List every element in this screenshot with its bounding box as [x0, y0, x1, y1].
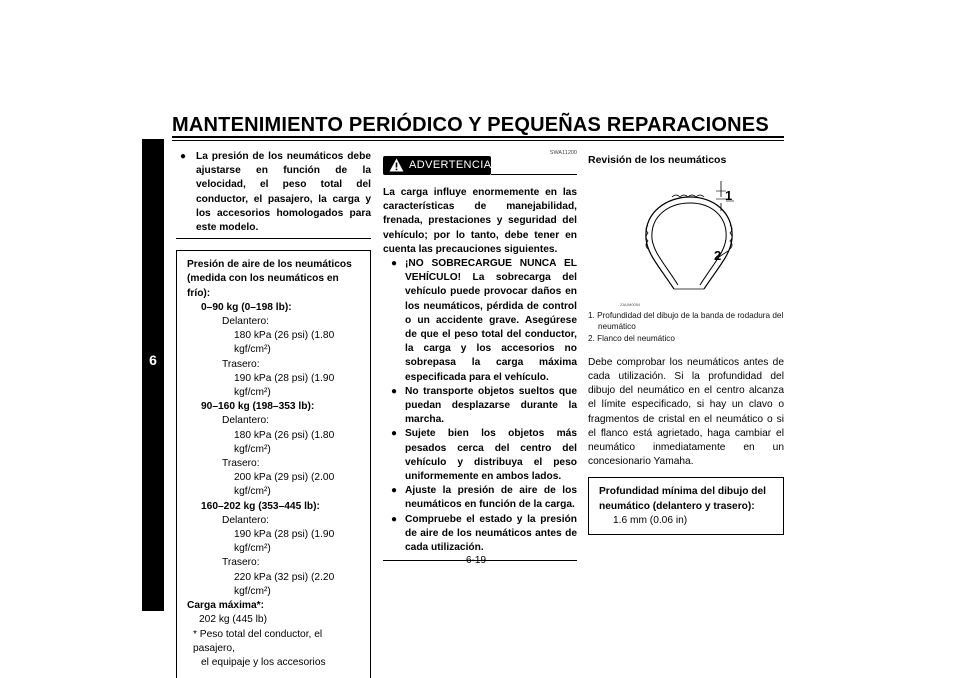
bullet-icon: ●: [391, 513, 398, 525]
section-rule: [176, 238, 371, 239]
warning-item-text: ¡NO SOBRECARGUE NUNCA EL VEHÍCULO! La sobrecarga del vehículo puede provocar daños en los neumáticos, pérdida de control o un accidente grave. Asegúrese de que el peso total del conductor, la carga y los accesorios no sobrepasa la carga máxima especificada para el vehículo.: [405, 258, 577, 383]
load-range-2: 90–160 kg (198–353 lb):: [201, 401, 315, 413]
warning-item-text: No transporte objetos sueltos que puedan desplazarse durante la marcha.: [405, 385, 577, 426]
inspection-paragraph: Debe comprobar los neumáticos antes de cada utilización. Si la profundidad del dibujo del neumático en el centro alcanza el límite especificado, si hay un clavo o fragmentos de cristal en el neumático o si el flanco está agrietado, haga cambiar el neumático inmediatamente en un concesionario Yamaha.: [588, 356, 784, 468]
max-load-label: Carga máxima*:: [187, 600, 265, 612]
caption-item: 2. Flanco del neumático: [588, 334, 675, 344]
pressure-note-text: La presión de los neumáticos debe ajustarse en función de la velocidad, el peso total del conductor, el pasajero, la carga y los accesorios homologados para este modelo.: [196, 151, 371, 234]
page-title: MANTENIMIENTO PERIÓDICO Y PEQUEÑAS REPARACIONES: [172, 114, 769, 136]
column-2: [383, 150, 577, 561]
bullet-icon: ●: [391, 485, 398, 497]
spec-title-2: neumático (delantero y trasero):: [599, 500, 755, 512]
warning-item: [383, 257, 577, 385]
range3-rear-value: 220 kPa (32 psi) (2.20 kgf/cm²): [234, 571, 335, 597]
footnote-2: el equipaje y los accesorios: [201, 656, 326, 668]
range2-front-value: 180 kPa (26 psi) (1.80 kgf/cm²): [234, 429, 335, 455]
spec-title-2: (medida con los neumáticos en frío):: [187, 273, 339, 299]
footnote: * Peso total del conductor, el pasajero,: [193, 628, 323, 654]
warning-item: [383, 385, 577, 428]
pressure-spec-box: [176, 250, 371, 678]
spec-title: Presión de aire de los neumáticos: [187, 259, 352, 271]
bullet-icon: ●: [391, 258, 398, 270]
front-label: Delantero:: [222, 514, 270, 526]
front-label: Delantero:: [222, 316, 270, 328]
load-range-1: 0–90 kg (0–198 lb):: [201, 301, 292, 313]
warning-item-text: Sujete bien los objetos más pesados cerca del centro del vehículo y distribuya el peso uniformemente en ambos lados.: [405, 428, 577, 483]
section-heading: Revisión de los neumáticos: [588, 154, 727, 166]
range3-front-value: 190 kPa (28 psi) (1.90 kgf/cm²): [234, 529, 335, 555]
range2-rear-value: 200 kPa (29 psi) (2.00 kgf/cm²): [234, 472, 335, 498]
figure-label-2: 2: [714, 248, 722, 264]
load-range-3: 160–202 kg (353–445 lb):: [201, 500, 320, 512]
caption-item: 1. Profundidad del dibujo de la banda de rodadura del neumático: [588, 311, 784, 331]
warning-icon: [389, 158, 404, 172]
title-rule-thin: [172, 140, 784, 141]
bullet-icon: ●: [180, 151, 187, 162]
column-1: [176, 150, 371, 678]
chapter-tab: [142, 139, 164, 611]
warning-badge: [383, 156, 491, 175]
tire-figure: [588, 167, 784, 307]
warning-item-text: Compruebe el estado y la presión de aire de los neumáticos antes de cada utilización.: [405, 513, 577, 554]
rear-label: Trasero:: [222, 557, 260, 569]
warning-item: [383, 427, 577, 484]
title-rule: [172, 136, 784, 138]
pressure-note: [176, 150, 371, 235]
warning-code: SWA11200: [549, 150, 577, 156]
rear-label: Trasero:: [222, 458, 260, 470]
warning-item-text: Ajuste la presión de aire de los neumáticos en función de la carga.: [405, 485, 577, 511]
page-number: 6-19: [466, 555, 487, 566]
chapter-tab-number: 6: [149, 352, 157, 368]
warning-label: ADVERTENCIA: [409, 159, 492, 171]
figure-label-1: 1: [725, 188, 733, 204]
figure-code: ZAUM0054: [620, 302, 641, 308]
tread-depth-spec-box: [588, 477, 784, 535]
tire-cross-section-icon: [588, 167, 784, 307]
warning-item: [383, 484, 577, 512]
front-label: Delantero:: [222, 415, 270, 427]
figure-captions: [588, 311, 784, 345]
rear-label: Trasero:: [222, 358, 260, 370]
range1-rear-value: 190 kPa (28 psi) (1.90 kgf/cm²): [234, 372, 335, 399]
spec-title: Profundidad mínima del dibujo del: [599, 486, 766, 498]
column-3: [588, 150, 784, 535]
tread-depth-value: 1.6 mm (0.06 in): [613, 514, 688, 526]
warning-item: [383, 513, 577, 556]
warning-intro: La carga influye enormemente en las características de manejabilidad, frenada, prestaciones y seguridad del vehículo; por lo tanto, debe tener en cuenta las precauciones siguientes.: [383, 187, 577, 255]
max-load-value: 202 kg (445 lb): [199, 614, 267, 626]
warning-rule: [491, 174, 577, 175]
warning-header: [383, 150, 577, 178]
bullet-icon: ●: [391, 428, 398, 440]
bullet-icon: ●: [391, 385, 398, 397]
range1-front-value: 180 kPa (26 psi) (1.80 kgf/cm²): [234, 330, 335, 356]
